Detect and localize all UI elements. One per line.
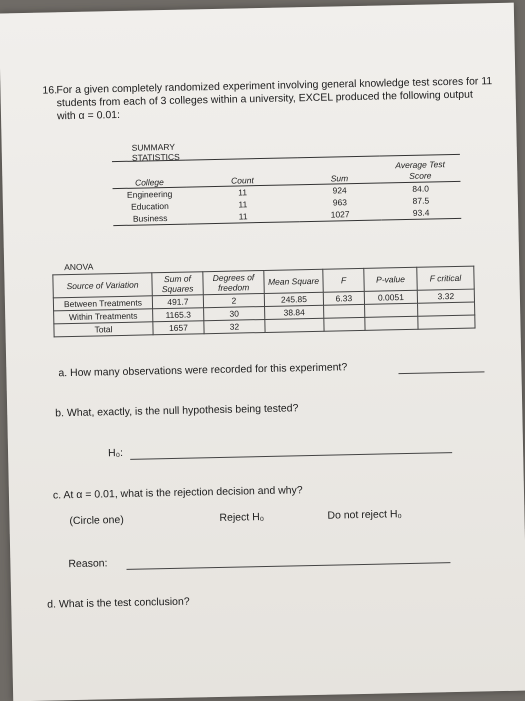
anova-header-pvalue: P-value — [364, 267, 417, 291]
part-b-question: b. What, exactly, is the null hypothesis being tested? — [55, 402, 299, 420]
do-not-reject-h0-option[interactable]: Do not reject H₀ — [327, 508, 402, 522]
table-row: Engineering 11 924 84.0 — [126, 183, 429, 200]
worksheet-page — [0, 3, 525, 701]
summary-title: SUMMARY STATISTICS — [131, 141, 180, 163]
anova-header-ss: Sum of Squares — [152, 272, 203, 296]
table-row: Within Treatments 1165.3 30 38.84 — [54, 302, 475, 324]
summary-header-average: Average Test Score — [380, 159, 460, 183]
part-d-question: d. What is the test conclusion? — [47, 595, 190, 611]
anova-header-df: Degrees of freedom — [203, 270, 264, 294]
h0-label: H₀: — [107, 446, 124, 460]
h0-answer-line[interactable] — [130, 452, 452, 460]
anova-header-f: F — [323, 268, 364, 292]
anova-header-source: Source of Variation — [53, 273, 152, 298]
table-row: Between Treatments 491.7 2 245.85 6.33 0.0051 3.32 — [53, 289, 474, 311]
question-text: For a given completely randomized experiment involving general knowledge test scores for 11 students from each of 3 colleges within a university, EXCEL produced the following output with α = 0.01: — [56, 75, 493, 123]
circle-one-label: (Circle one) — [69, 513, 124, 528]
summary-header-sum: Sum — [298, 161, 380, 185]
question-16 — [42, 75, 493, 123]
part-a-answer-line[interactable] — [398, 371, 484, 374]
reject-h0-option[interactable]: Reject H₀ — [219, 511, 265, 524]
anova-table — [52, 266, 475, 338]
summary-table — [112, 154, 461, 226]
table-row: Education 11 963 87.5 — [130, 195, 430, 212]
reason-label: Reason: — [68, 557, 108, 571]
reason-answer-line[interactable] — [127, 562, 451, 570]
summary-header-count: Count — [186, 162, 298, 187]
question-number: 16. — [42, 84, 58, 97]
table-row: Business 11 1027 93.4 — [113, 206, 461, 226]
part-c-question: c. At α = 0.01, what is the rejection decision and why? — [52, 484, 303, 502]
anova-header-ms: Mean Square — [264, 269, 323, 293]
anova-header-fcrit: F critical — [417, 266, 474, 290]
summary-header-college: College — [112, 165, 186, 189]
anova-title: ANOVA — [64, 261, 94, 273]
part-a-question: a. How many observations were recorded for this experiment? — [58, 361, 348, 380]
table-row: Total 1657 32 — [54, 315, 475, 337]
